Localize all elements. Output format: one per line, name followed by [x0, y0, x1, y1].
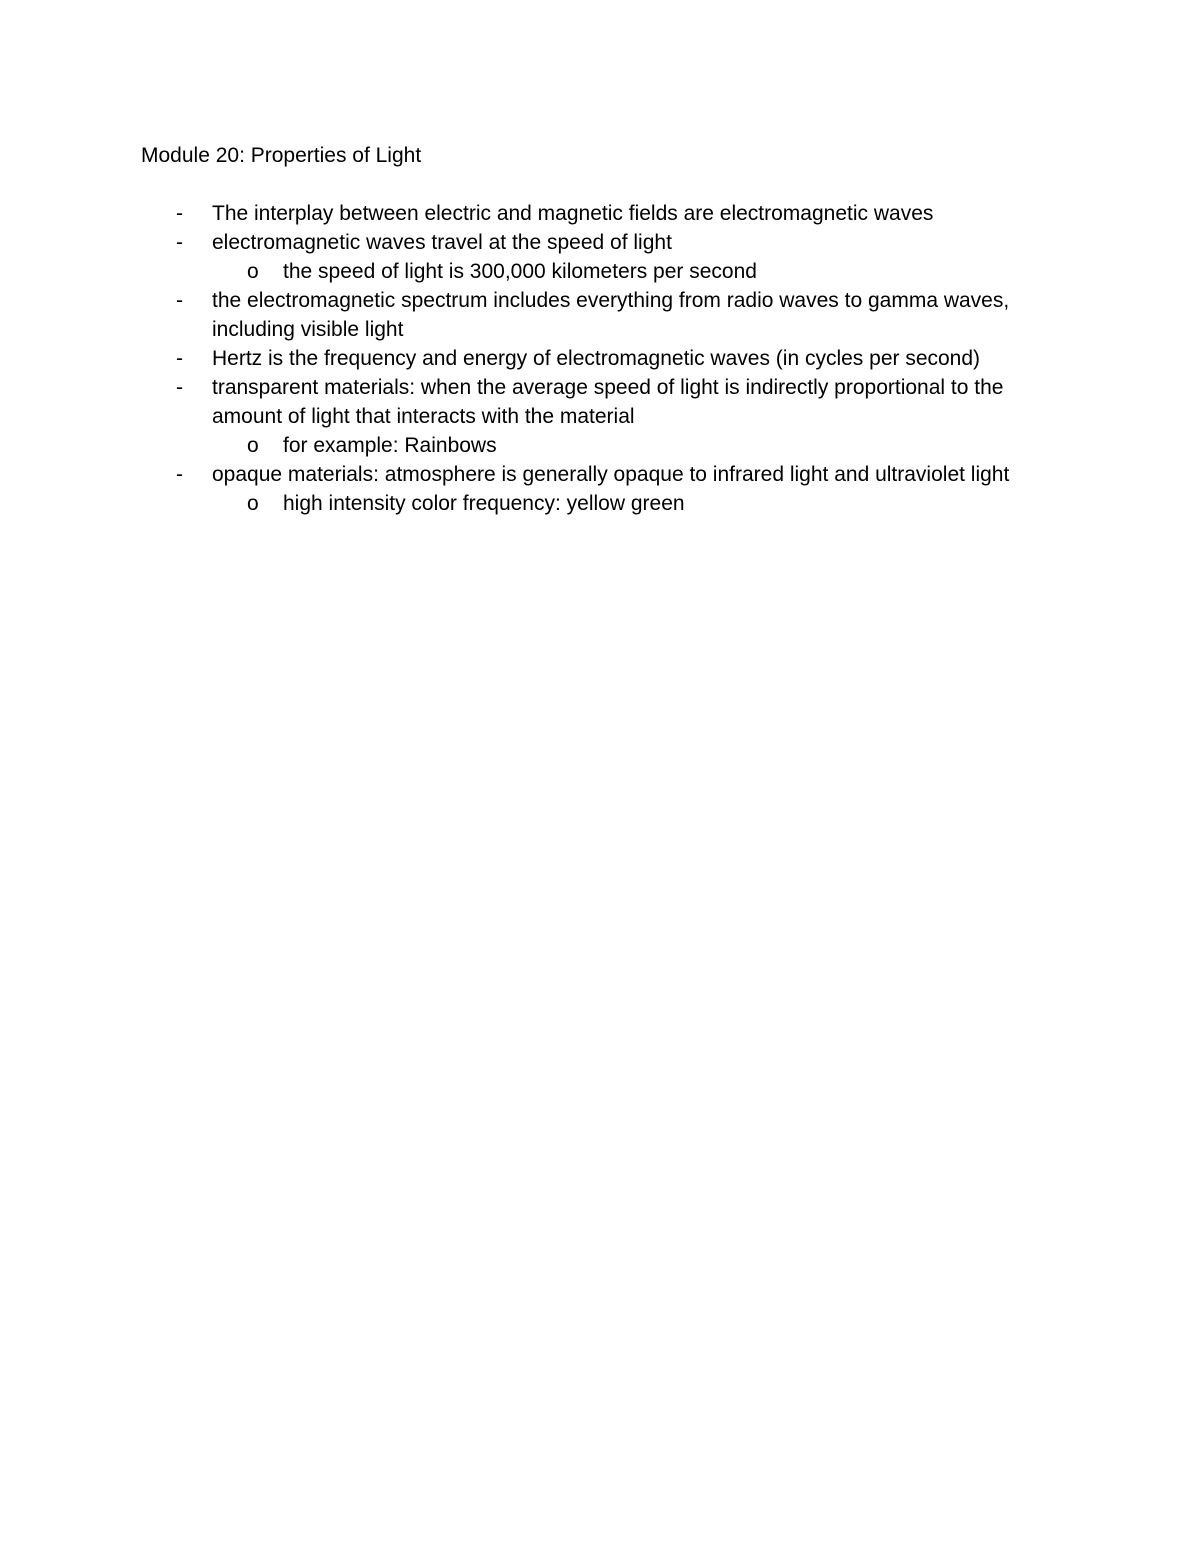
sub-list-item-text: high intensity color frequency: yellow green: [283, 492, 685, 515]
sub-list-item-text: the speed of light is 300,000 kilometers per second: [283, 260, 757, 283]
dash-bullet-icon: -: [176, 289, 183, 312]
page-title: Module 20: Properties of Light: [141, 144, 422, 167]
dash-bullet-icon: -: [176, 202, 183, 225]
list-item: [0, 460, 1052, 489]
dash-bullet-icon: -: [176, 347, 183, 370]
list-item-text: electromagnetic waves travel at the speed of light: [212, 231, 672, 254]
list-item: [0, 286, 1052, 344]
sub-list-item: [0, 257, 1053, 286]
list-item-text: The interplay between electric and magnetic fields are electromagnetic waves: [212, 202, 934, 225]
sub-list-item: [0, 489, 1053, 518]
dash-bullet-icon: -: [176, 463, 183, 486]
circle-bullet-icon: o: [247, 434, 259, 457]
list-item: [0, 373, 1052, 431]
sub-list-item: [0, 431, 1053, 460]
circle-bullet-icon: o: [247, 260, 259, 283]
sub-list-item-text: for example: Rainbows: [283, 434, 497, 457]
list-item-text: transparent materials: when the average speed of light is indirectly proportional to the amount of light that interacts with the material: [212, 376, 1004, 428]
list-item-text: the electromagnetic spectrum includes everything from radio waves to gamma waves, including visible light: [212, 289, 1010, 341]
dash-bullet-icon: -: [176, 231, 183, 254]
circle-bullet-icon: o: [247, 492, 259, 515]
list-item: [0, 344, 1052, 373]
list-item-text: Hertz is the frequency and energy of electromagnetic waves (in cycles per second): [212, 347, 981, 370]
dash-bullet-icon: -: [176, 376, 183, 399]
list-item: [0, 199, 1052, 228]
list-item-text: opaque materials: atmosphere is generally opaque to infrared light and ultraviolet light: [212, 463, 1010, 486]
notes-list: [0, 199, 1200, 518]
list-item: [0, 228, 1052, 257]
